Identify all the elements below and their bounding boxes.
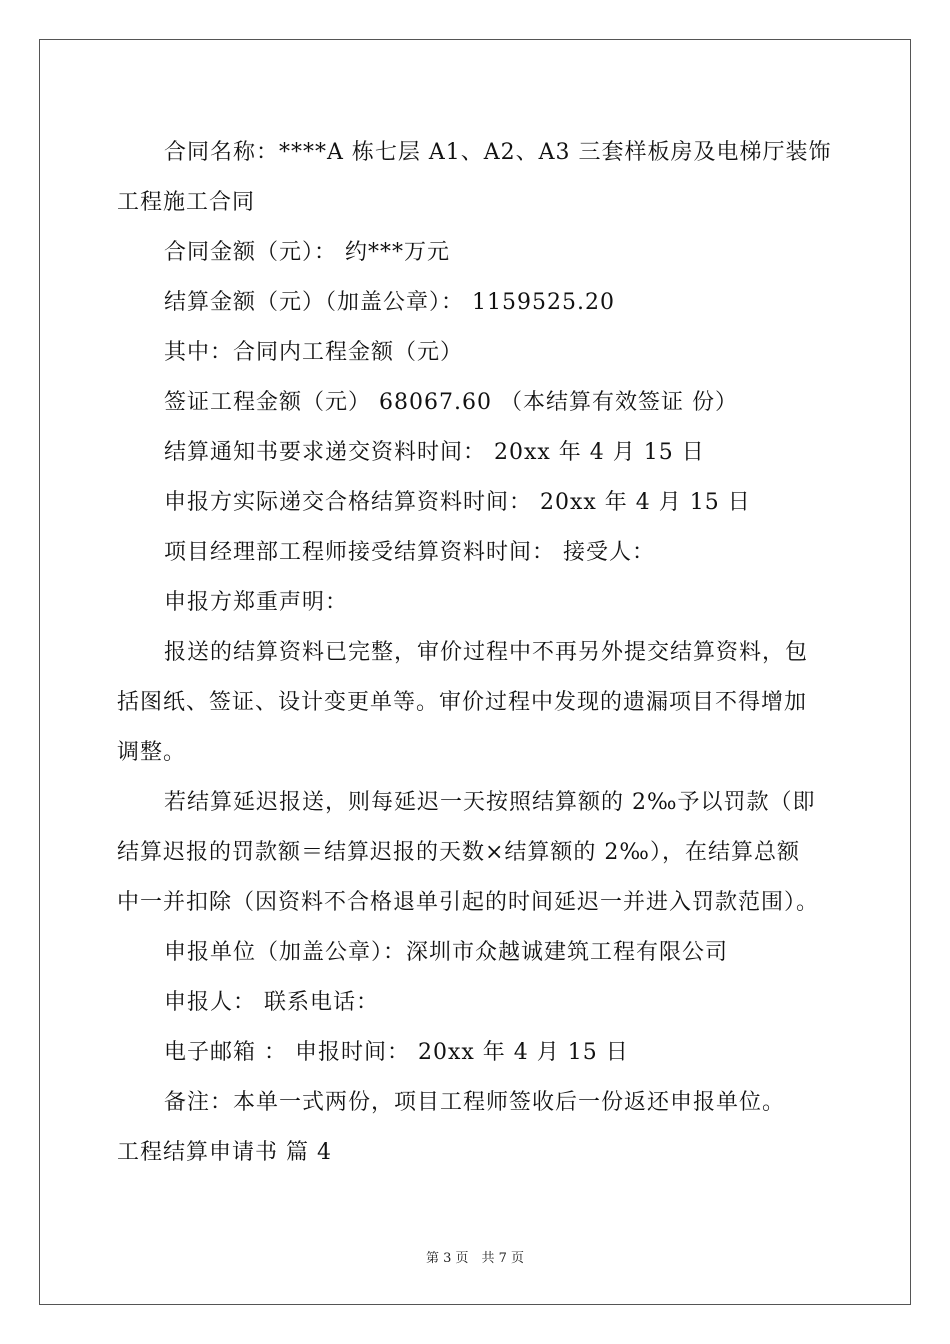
penalty-paragraph-line: 中一并扣除（因资料不合格退单引起的时间延迟一并进入罚款范围）。 bbox=[117, 890, 820, 915]
declaration-paragraph-line: 调整。 bbox=[117, 740, 187, 765]
contract-amount-line: 合同金额（元）： 约***万元 bbox=[164, 240, 450, 265]
settlement-amount-line: 结算金额（元）（加盖公章）： 1159525.20 bbox=[164, 290, 615, 315]
declaration-paragraph-line: 括图纸、签证、设计变更单等。审价过程中发现的遗漏项目不得增加 bbox=[117, 690, 808, 715]
contract-name-continuation: 工程施工合同 bbox=[117, 190, 256, 215]
actual-submission-line: 申报方实际递交合格结算资料时间： 20xx 年 4 月 15 日 bbox=[164, 490, 751, 515]
notice-deadline-line: 结算通知书要求递交资料时间： 20xx 年 4 月 15 日 bbox=[164, 440, 705, 465]
contract-name-line: 合同名称：****A 栋七层 A1、A2、A3 三套样板房及电梯厅装饰 bbox=[164, 140, 832, 165]
page-number-footer: 第 3 页 共 7 页 bbox=[425, 1251, 525, 1266]
section-heading: 工程结算申请书 篇 4 bbox=[117, 1140, 332, 1165]
in-contract-amount-line: 其中：合同内工程金额（元） bbox=[164, 340, 464, 365]
declaration-heading: 申报方郑重声明： bbox=[164, 590, 349, 615]
applicant-unit-line: 申报单位（加盖公章）：深圳市众越诚建筑工程有限公司 bbox=[164, 940, 729, 965]
penalty-paragraph-line: 若结算延迟报送，则每延迟一天按照结算额的 2‰予以罚款（即 bbox=[164, 790, 816, 815]
declaration-paragraph-line: 报送的结算资料已完整，审价过程中不再另外提交结算资料，包 bbox=[164, 640, 809, 665]
document-body bbox=[117, 128, 837, 1178]
email-date-line: 电子邮箱 ： 申报时间： 20xx 年 4 月 15 日 bbox=[164, 1040, 629, 1065]
penalty-paragraph-line: 结算迟报的罚款额＝结算迟报的天数×结算额的 2‰），在结算总额 bbox=[117, 840, 800, 865]
applicant-contact-line: 申报人： 联系电话： bbox=[164, 990, 379, 1015]
remark-line: 备注：本单一式两份，项目工程师签收后一份返还申报单位。 bbox=[164, 1090, 786, 1115]
engineer-receipt-line: 项目经理部工程师接受结算资料时间： 接受人： bbox=[164, 540, 655, 565]
visa-amount-line: 签证工程金额（元） 68067.60 （本结算有效签证 份） bbox=[164, 390, 738, 415]
